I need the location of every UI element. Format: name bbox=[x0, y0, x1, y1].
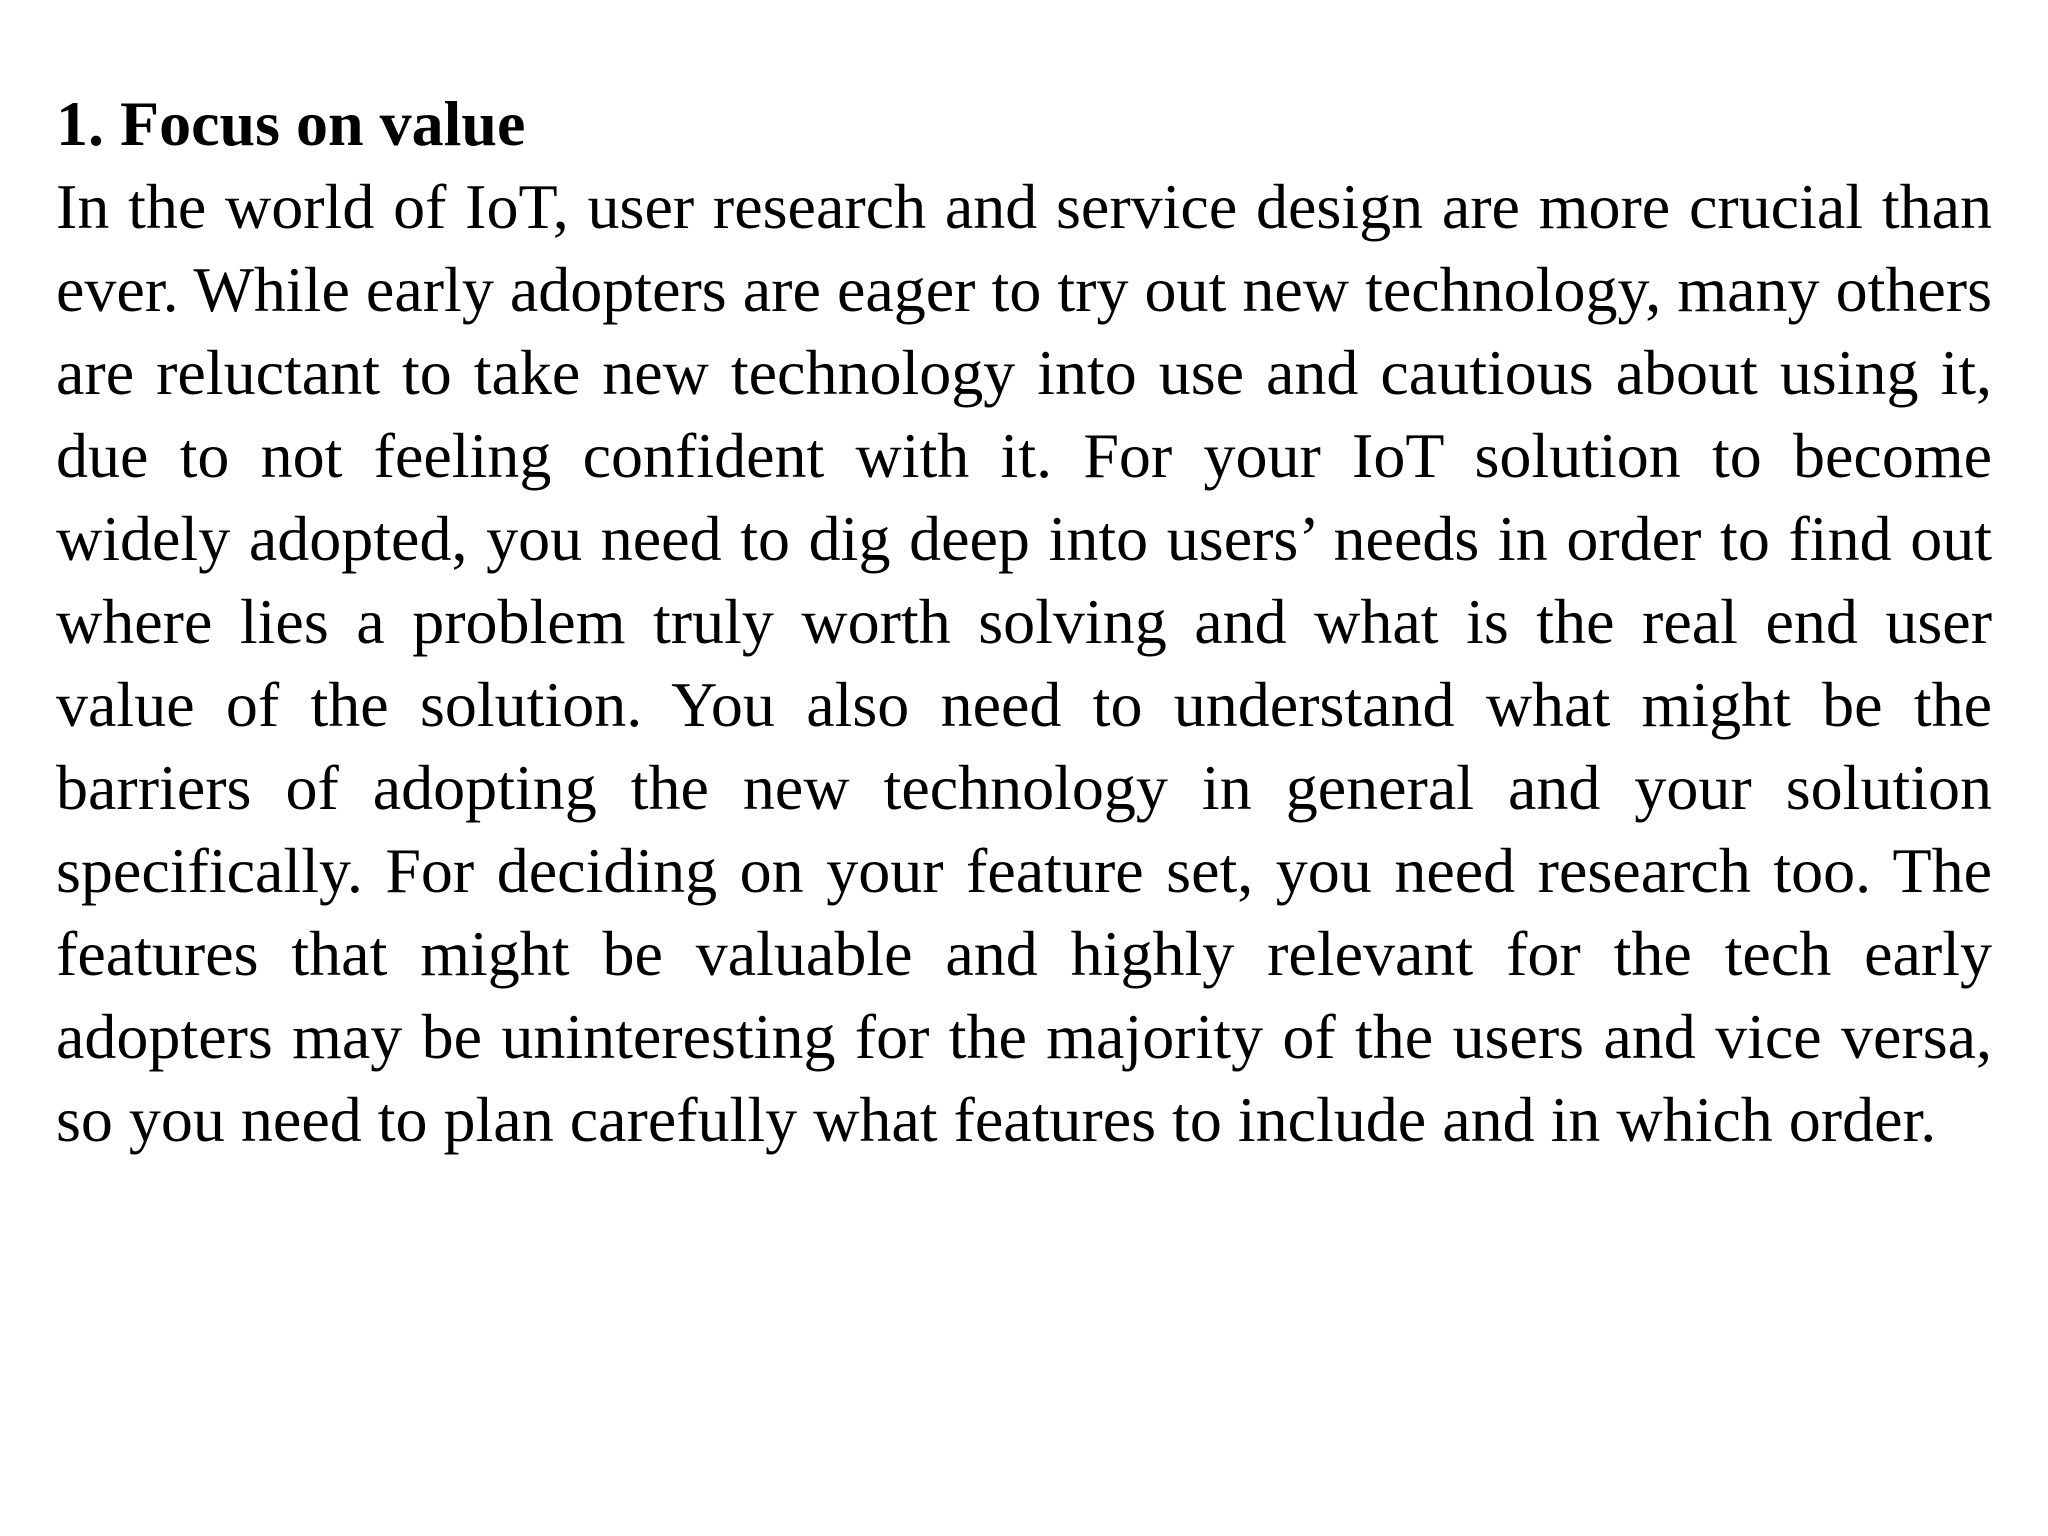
section-focus-on-value bbox=[56, 82, 1992, 1161]
section-heading: 1. Focus on value bbox=[56, 88, 526, 159]
section-paragraph: In the world of IoT, user research and service design are more crucial than ever. While early adopters are eager to try out new technology, many others are reluctant to take new technology into use and cautious about using it, due to not feeling confident with it. For your IoT solution to become widely adopted, you need to dig deep into users’ needs in order to find out where lies a problem truly worth solving and what is the real end user value of the solution. You also need to understand what might be the barriers of adopting the new technology in general and your solution specifically. For deciding on your feature set, you need research too. The features that might be valuable and highly relevant for the tech early adopters may be uninteresting for the majority of the users and vice versa, so you need to plan carefully what features to include and in which order. bbox=[56, 171, 1992, 1155]
